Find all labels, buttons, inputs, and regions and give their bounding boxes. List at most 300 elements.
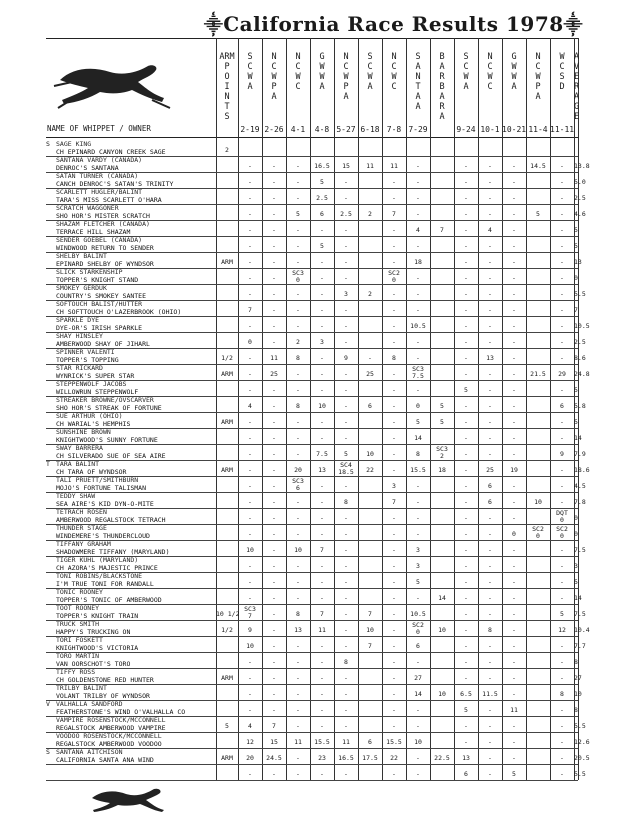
points-cell: 7: [574, 306, 578, 314]
points-cell: -: [488, 594, 492, 602]
points-cell: -: [344, 322, 348, 330]
call-name-owner: THUNDER STAGE: [56, 524, 107, 532]
call-name-owner: SWAY BARRERA: [56, 444, 103, 452]
points-cell: -: [464, 338, 468, 346]
points-cell: -: [512, 402, 516, 410]
points-cell: -: [464, 610, 468, 618]
table-row: [46, 540, 578, 541]
points-cell: -: [248, 242, 252, 250]
whippet-footer-icon: [88, 784, 168, 814]
points-cell: 20: [246, 754, 254, 762]
points-cell: -: [512, 178, 516, 186]
points-cell: -: [488, 210, 492, 218]
column-header: A V E R A G E: [574, 52, 580, 122]
points-cell: -: [320, 594, 324, 602]
points-cell: -: [464, 450, 468, 458]
points-cell: -: [344, 482, 348, 490]
points-cell: -: [296, 306, 300, 314]
points-cell: -: [344, 178, 348, 186]
points-cell: -: [416, 306, 420, 314]
points-cell: 24.5: [266, 754, 282, 762]
points-cell: -: [392, 770, 396, 778]
points-cell: 9: [248, 626, 252, 634]
points-cell: 5: [536, 210, 540, 218]
points-cell: -: [488, 434, 492, 442]
points-cell: 2.5: [316, 194, 328, 202]
whippet-name: CH SILVERADO SUE OF SEA AIRE: [56, 451, 166, 460]
points-cell: -: [248, 674, 252, 682]
points-cell: -: [296, 690, 300, 698]
points-cell: 11: [342, 738, 350, 746]
points-cell: -: [560, 658, 564, 666]
points-cell: -: [488, 290, 492, 298]
points-cell: -: [488, 514, 492, 522]
table-row: [46, 364, 578, 365]
points-cell: 25: [366, 370, 374, 378]
whippet-name: CALIFORNIA SANTA ANA WIND: [56, 755, 154, 764]
points-cell: 5: [574, 242, 578, 250]
points-cell: -: [512, 610, 516, 618]
column-header: S C W A: [247, 52, 253, 92]
whippet-name: CH TARA OF WYNDSOR: [56, 467, 127, 476]
points-cell: -: [512, 690, 516, 698]
points-cell: -: [464, 578, 468, 586]
points-cell: 7: [392, 210, 396, 218]
points-cell: -: [512, 450, 516, 458]
points-cell: 5.8: [574, 402, 586, 410]
whippet-name: WILLOWRUN STEPPENWOLF: [56, 387, 139, 396]
points-cell: 13.8: [574, 162, 590, 170]
points-cell: -: [320, 690, 324, 698]
points-cell: -: [464, 306, 468, 314]
points-cell: 10: [366, 626, 374, 634]
points-cell: -: [512, 258, 516, 266]
call-name-owner: STEPPENWOLF JACOBS: [56, 380, 127, 388]
points-cell: -: [392, 466, 396, 474]
points-cell: -: [296, 226, 300, 234]
table-row: [46, 348, 578, 349]
points-cell: -: [344, 674, 348, 682]
points-cell: -: [272, 162, 276, 170]
whippet-name: KNIGHTWOOD'S SUNNY FORTUNE: [56, 435, 158, 444]
points-cell: -: [320, 514, 324, 522]
points-cell: -: [512, 546, 516, 554]
points-cell: -: [392, 258, 396, 266]
points-cell: -: [368, 354, 372, 362]
points-cell: -: [464, 626, 468, 634]
table-row: [46, 492, 578, 493]
points-cell: -: [320, 674, 324, 682]
points-cell: -: [464, 562, 468, 570]
points-cell: -: [512, 370, 516, 378]
column-date: 6-18: [360, 125, 380, 134]
points-cell: 0: [574, 514, 578, 522]
column-date: 11-11: [550, 125, 575, 134]
points-cell: -: [272, 178, 276, 186]
points-cell: 23: [318, 754, 326, 762]
call-name-owner: TIFFY ROSS: [56, 668, 96, 676]
points-cell: 10.5: [574, 322, 590, 330]
points-cell: 22.5: [434, 754, 450, 762]
ornament-right-icon: ⸎: [563, 15, 583, 36]
points-cell: -: [272, 274, 276, 282]
points-cell: -: [248, 194, 252, 202]
points-cell: -: [344, 530, 348, 538]
points-cell: 10: [574, 690, 582, 698]
points-cell: 6.5: [460, 690, 472, 698]
points-cell: -: [344, 338, 348, 346]
points-cell: 4: [488, 226, 492, 234]
points-cell: -: [464, 290, 468, 298]
points-cell: -: [392, 594, 396, 602]
points-cell: 5.5: [574, 290, 586, 298]
points-cell: -: [512, 754, 516, 762]
points-cell: 5: [512, 770, 516, 778]
points-cell: 6: [320, 210, 324, 218]
points-cell: SC2 0: [412, 621, 424, 636]
points-cell: -: [464, 674, 468, 682]
points-cell: -: [248, 274, 252, 282]
points-cell: 7: [440, 226, 444, 234]
points-cell: -: [512, 498, 516, 506]
table-row: [46, 268, 578, 269]
points-cell: 8: [560, 690, 564, 698]
call-name-owner: TEDDY SHAW: [56, 492, 96, 500]
points-cell: -: [392, 674, 396, 682]
points-cell: -: [560, 706, 564, 714]
points-cell: 0: [248, 338, 252, 346]
points-cell: 1/2: [221, 626, 233, 634]
table-row: [46, 332, 578, 333]
call-name-owner: SPARKLE DYE: [56, 316, 100, 324]
points-cell: -: [320, 642, 324, 650]
points-cell: -: [248, 418, 252, 426]
points-cell: -: [560, 274, 564, 282]
points-cell: 8.6: [574, 354, 586, 362]
points-cell: -: [464, 210, 468, 218]
points-cell: -: [248, 578, 252, 586]
points-cell: 22: [366, 466, 374, 474]
points-cell: -: [392, 626, 396, 634]
column-date: 9-24: [456, 125, 476, 134]
points-cell: -: [488, 674, 492, 682]
points-cell: -: [488, 754, 492, 762]
points-cell: -: [464, 178, 468, 186]
points-cell: -: [296, 418, 300, 426]
points-cell: -: [344, 626, 348, 634]
points-cell: -: [464, 258, 468, 266]
points-cell: -: [464, 658, 468, 666]
points-cell: -: [560, 466, 564, 474]
points-cell: -: [512, 738, 516, 746]
points-cell: 10.5: [410, 610, 426, 618]
points-cell: DQT 0: [556, 509, 568, 524]
call-name-owner: SENDER GOEBEL (CANADA): [56, 236, 143, 244]
points-cell: 15.5: [314, 738, 330, 746]
points-cell: -: [344, 258, 348, 266]
points-cell: 5: [574, 386, 578, 394]
points-cell: -: [464, 322, 468, 330]
points-cell: -: [392, 434, 396, 442]
points-cell: ARM: [221, 258, 233, 266]
points-cell: -: [272, 514, 276, 522]
call-name-owner: TARA BALINT: [56, 460, 100, 468]
points-cell: -: [296, 322, 300, 330]
points-cell: -: [416, 386, 420, 394]
points-cell: -: [560, 258, 564, 266]
points-cell: 5: [440, 418, 444, 426]
whippet-name: VOLANT TRILBY OF WYNDSOR: [56, 691, 150, 700]
column-header: S C W A: [367, 52, 373, 92]
points-cell: 2: [368, 210, 372, 218]
points-cell: 12: [558, 626, 566, 634]
points-cell: -: [344, 418, 348, 426]
points-cell: ARM: [221, 418, 233, 426]
points-cell: 2: [368, 290, 372, 298]
points-cell: 3: [416, 562, 420, 570]
points-cell: 7: [392, 498, 396, 506]
points-cell: -: [320, 354, 324, 362]
points-cell: -: [560, 306, 564, 314]
whippet-name: AMBERWOOD SHAY OF JIHARL: [56, 339, 150, 348]
points-cell: -: [464, 530, 468, 538]
points-cell: -: [344, 306, 348, 314]
points-cell: 18.6: [574, 466, 590, 474]
points-cell: -: [272, 578, 276, 586]
points-cell: -: [488, 162, 492, 170]
points-cell: 11.5: [482, 690, 498, 698]
points-cell: -: [344, 274, 348, 282]
points-cell: -: [560, 770, 564, 778]
call-name-owner: SAGE KING: [56, 140, 92, 148]
points-cell: 10: [366, 450, 374, 458]
points-cell: 24.8: [574, 370, 590, 378]
whippet-name: MOJO'S FORTUNE TALISMAN: [56, 483, 147, 492]
points-cell: 4.5: [574, 482, 586, 490]
whippet-name: KNIGHTWOOD'S VICTORIA: [56, 643, 139, 652]
points-cell: 3: [344, 290, 348, 298]
whippet-logo-icon: [52, 58, 172, 110]
column-header: G W W A: [319, 52, 325, 92]
points-cell: -: [320, 706, 324, 714]
points-cell: -: [560, 194, 564, 202]
points-cell: 5: [225, 722, 229, 730]
points-cell: -: [392, 370, 396, 378]
points-cell: -: [392, 722, 396, 730]
points-cell: -: [488, 770, 492, 778]
points-cell: -: [416, 498, 420, 506]
points-cell: -: [272, 226, 276, 234]
call-name-owner: TONI ROBINS/BLACKSTONE: [56, 572, 143, 580]
column-date: 2-19: [240, 125, 260, 134]
points-cell: -: [512, 162, 516, 170]
whippet-name: TERRACE HILL SHAZAM: [56, 227, 131, 236]
points-cell: -: [464, 194, 468, 202]
points-cell: -: [464, 402, 468, 410]
points-cell: -: [272, 466, 276, 474]
points-cell: -: [320, 562, 324, 570]
points-cell: 14: [574, 434, 582, 442]
points-cell: -: [464, 434, 468, 442]
points-cell: 8: [488, 626, 492, 634]
points-cell: -: [464, 466, 468, 474]
points-cell: 8: [416, 450, 420, 458]
points-cell: 5: [574, 418, 578, 426]
table-row: [46, 444, 578, 445]
points-cell: 6: [488, 498, 492, 506]
points-cell: -: [416, 530, 420, 538]
points-cell: -: [320, 578, 324, 586]
points-cell: -: [296, 498, 300, 506]
points-cell: -: [392, 322, 396, 330]
header-rule: [46, 137, 578, 138]
table-row: [46, 204, 578, 205]
points-cell: -: [560, 594, 564, 602]
points-cell: -: [488, 418, 492, 426]
whippet-name: CANCH DENROC'S SATAN'S TRINITY: [56, 179, 174, 188]
points-cell: -: [344, 690, 348, 698]
alpha-letter: S: [46, 140, 50, 148]
points-cell: -: [464, 722, 468, 730]
points-cell: -: [344, 706, 348, 714]
call-name-owner: SPINNER VALENTI: [56, 348, 115, 356]
column-header: S A N T A A: [415, 52, 421, 112]
points-cell: 2.5: [574, 338, 586, 346]
call-name-owner: SCARLETT HUGLER/BALINT: [56, 188, 143, 196]
points-cell: -: [560, 754, 564, 762]
points-cell: -: [392, 402, 396, 410]
points-cell: SC3 7: [244, 605, 256, 620]
points-cell: -: [512, 482, 516, 490]
points-cell: -: [560, 562, 564, 570]
points-cell: -: [512, 658, 516, 666]
table-row: [46, 316, 578, 317]
points-cell: 2: [296, 338, 300, 346]
points-cell: -: [392, 450, 396, 458]
points-cell: -: [560, 226, 564, 234]
points-cell: -: [392, 306, 396, 314]
points-cell: -: [344, 242, 348, 250]
points-cell: -: [488, 274, 492, 282]
points-cell: 13: [294, 626, 302, 634]
points-cell: -: [248, 594, 252, 602]
points-cell: -: [512, 434, 516, 442]
points-cell: -: [464, 594, 468, 602]
points-cell: -: [416, 194, 420, 202]
points-cell: -: [488, 322, 492, 330]
points-cell: -: [512, 722, 516, 730]
column-date: 5-27: [336, 125, 356, 134]
points-cell: 10: [414, 738, 422, 746]
points-cell: -: [248, 370, 252, 378]
points-cell: 11: [270, 354, 278, 362]
whippet-name: TOPPER'S TOPPING: [56, 355, 119, 364]
points-cell: -: [248, 690, 252, 698]
table-row: [46, 700, 578, 701]
points-cell: -: [272, 594, 276, 602]
points-cell: 5: [320, 242, 324, 250]
points-cell: 0: [574, 274, 578, 282]
points-cell: -: [248, 354, 252, 362]
top-rule: [46, 38, 578, 39]
whippet-name: TOPPER'S KNIGHT TRAIN: [56, 611, 139, 620]
column-date: 10-21: [502, 125, 527, 134]
points-cell: 13: [486, 354, 494, 362]
whippet-name: HAPPY'S TRUCKING ON: [56, 627, 131, 636]
points-cell: -: [488, 722, 492, 730]
points-cell: -: [296, 530, 300, 538]
points-cell: -: [512, 322, 516, 330]
points-cell: 6: [464, 770, 468, 778]
points-cell: -: [488, 562, 492, 570]
points-cell: -: [320, 322, 324, 330]
points-cell: 7: [368, 642, 372, 650]
points-cell: -: [320, 770, 324, 778]
whippet-name: CH WARIAL'S HEMPHIS: [56, 419, 131, 428]
whippet-name: SHO HOR'S MISTER SCRATCH: [56, 211, 150, 220]
points-cell: 7.9: [574, 450, 586, 458]
alpha-letter: V: [46, 700, 50, 708]
points-cell: -: [320, 658, 324, 666]
points-cell: -: [248, 226, 252, 234]
points-cell: 7.7: [574, 642, 586, 650]
points-cell: -: [248, 322, 252, 330]
points-cell: -: [296, 386, 300, 394]
points-cell: -: [416, 338, 420, 346]
points-cell: -: [392, 194, 396, 202]
table-row: [46, 668, 578, 669]
points-cell: -: [248, 466, 252, 474]
points-cell: 8: [392, 354, 396, 362]
points-cell: -: [464, 274, 468, 282]
points-cell: 6: [488, 482, 492, 490]
points-cell: -: [560, 738, 564, 746]
call-name-owner: SHELBY BALINT: [56, 252, 107, 260]
points-cell: -: [272, 322, 276, 330]
points-cell: 12.6: [574, 738, 590, 746]
points-cell: 2.5: [574, 194, 586, 202]
points-cell: -: [296, 450, 300, 458]
points-cell: -: [416, 706, 420, 714]
call-name-owner: SHAY HINSLEY: [56, 332, 103, 340]
call-name-owner: VAMPIRE ROSENSTOCK/MCCONNELL: [56, 716, 166, 724]
column-header: G W W A: [511, 52, 517, 92]
points-cell: -: [512, 226, 516, 234]
call-name-owner: TOOT ROONEY: [56, 604, 100, 612]
points-cell: 7: [368, 610, 372, 618]
points-cell: 15.5: [410, 466, 426, 474]
points-cell: 14: [414, 434, 422, 442]
points-cell: -: [272, 770, 276, 778]
points-cell: -: [296, 642, 300, 650]
points-cell: -: [560, 386, 564, 394]
points-cell: 9: [344, 354, 348, 362]
points-cell: ARM: [221, 370, 233, 378]
points-cell: -: [512, 562, 516, 570]
points-cell: -: [296, 722, 300, 730]
call-name-owner: TONIC ROONEY: [56, 588, 103, 596]
points-cell: 10: [246, 642, 254, 650]
points-cell: 25: [270, 370, 278, 378]
points-cell: -: [296, 514, 300, 522]
column-header: S C W A: [463, 52, 469, 92]
call-name-owner: SCRATCH WAGGONER: [56, 204, 119, 212]
points-cell: -: [320, 274, 324, 282]
points-cell: -: [344, 770, 348, 778]
column-header: ARM P O I N T S: [219, 52, 235, 122]
points-cell: -: [320, 530, 324, 538]
points-cell: 20: [294, 466, 302, 474]
